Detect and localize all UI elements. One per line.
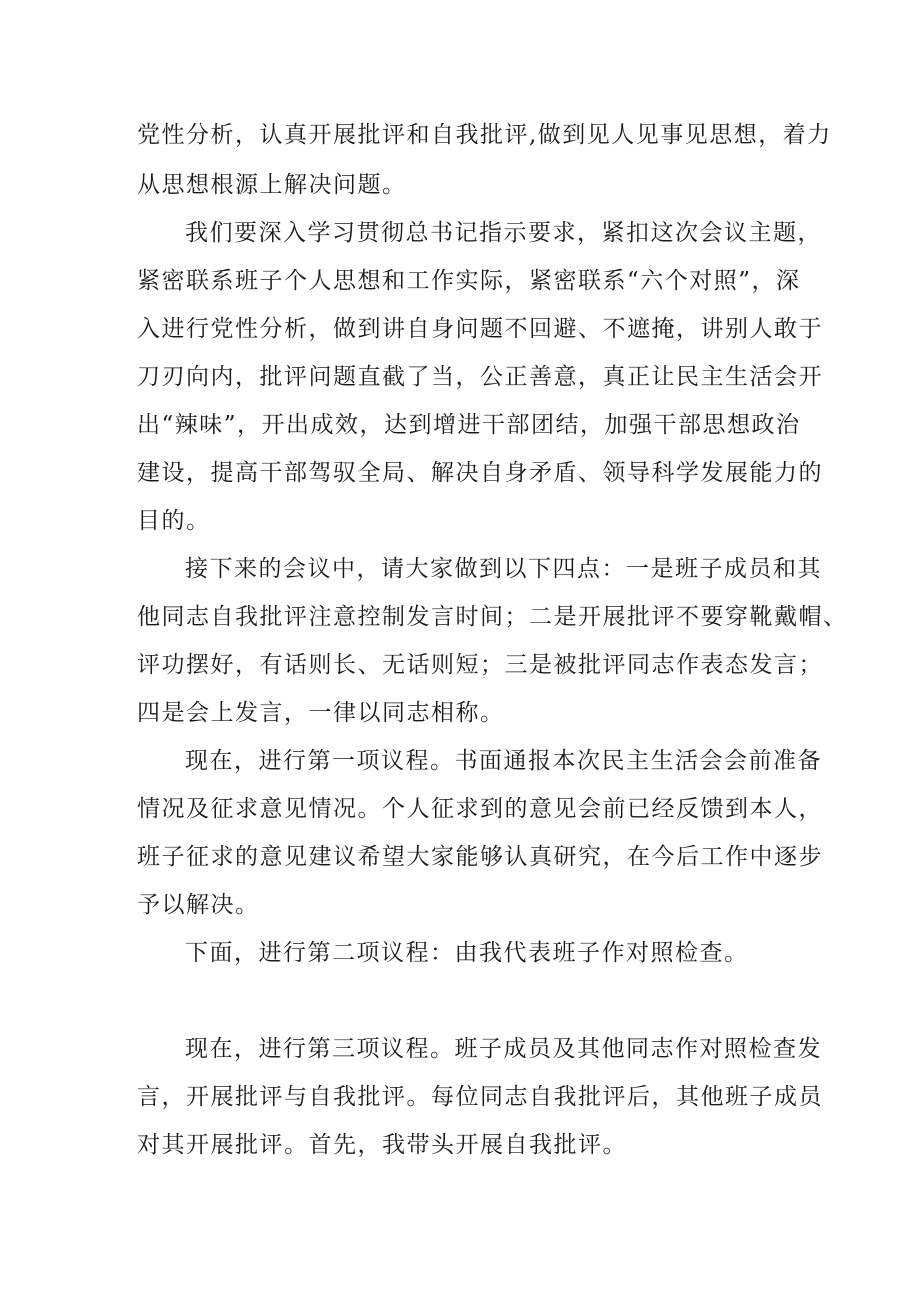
paragraph-2-line-1: 我们要深入学习贯彻总书记指示要求，紧扣这次会议主题， — [185, 220, 822, 246]
paragraph-2-line-5: 出“辣味”，开出成效，达到增进干部团结，加强干部思想政治 — [137, 412, 801, 438]
paragraph-2-line-3: 入进行党性分析，做到讲自身问题不回避、不遮掩，讲别人敢于 — [137, 316, 823, 342]
paragraph-6-line-1: 现在，进行第三项议程。班子成员及其他同志作对照检查发 — [185, 1036, 822, 1062]
paragraph-2-line-6: 建设，提高干部驾驭全局、解决自身矛盾、领导科学发展能力的 — [137, 460, 823, 486]
paragraph-3-line-4: 四是会上发言，一律以同志相称。 — [137, 700, 505, 726]
paragraph-3-line-1: 接下来的会议中，请大家做到以下四点：一是班子成员和其 — [185, 556, 822, 582]
paragraph-2-line-2: 紧密联系班子个人思想和工作实际，紧密联系“六个对照”，深 — [137, 268, 801, 294]
paragraph-4-line-4: 予以解决。 — [137, 892, 260, 918]
paragraph-1-line-1: 党性分析，认真开展批评和自我批评,做到见人见事见思想，着力 — [137, 122, 832, 148]
paragraph-6-line-3: 对其开展批评。首先，我带头开展自我批评。 — [137, 1132, 627, 1158]
paragraph-6-line-2: 言，开展批评与自我批评。每位同志自我批评后，其他班子成员 — [137, 1084, 823, 1110]
paragraph-2-line-7: 目的。 — [137, 508, 211, 534]
paragraph-4-line-2: 情况及征求意见情况。个人征求到的意见会前已经反馈到本人， — [137, 796, 823, 822]
paragraph-4-line-3: 班子征求的意见建议希望大家能够认真研究，在今后工作中逐步 — [137, 844, 823, 870]
paragraph-3-line-3: 评功摆好，有话则长、无话则短；三是被批评同志作表态发言； — [137, 652, 823, 678]
paragraph-5-line-1: 下面，进行第二项议程：由我代表班子作对照检查。 — [185, 940, 749, 966]
paragraph-1-line-2: 从思想根源上解决问题。 — [137, 172, 407, 198]
paragraph-4-line-1: 现在，进行第一项议程。书面通报本次民主生活会会前准备 — [185, 748, 822, 774]
paragraph-2-line-4: 刀刃向内，批评问题直截了当，公正善意，真正让民主生活会开 — [137, 364, 823, 390]
paragraph-3-line-2: 他同志自我批评注意控制发言时间；二是开展批评不要穿靴戴帽、 — [137, 604, 848, 630]
